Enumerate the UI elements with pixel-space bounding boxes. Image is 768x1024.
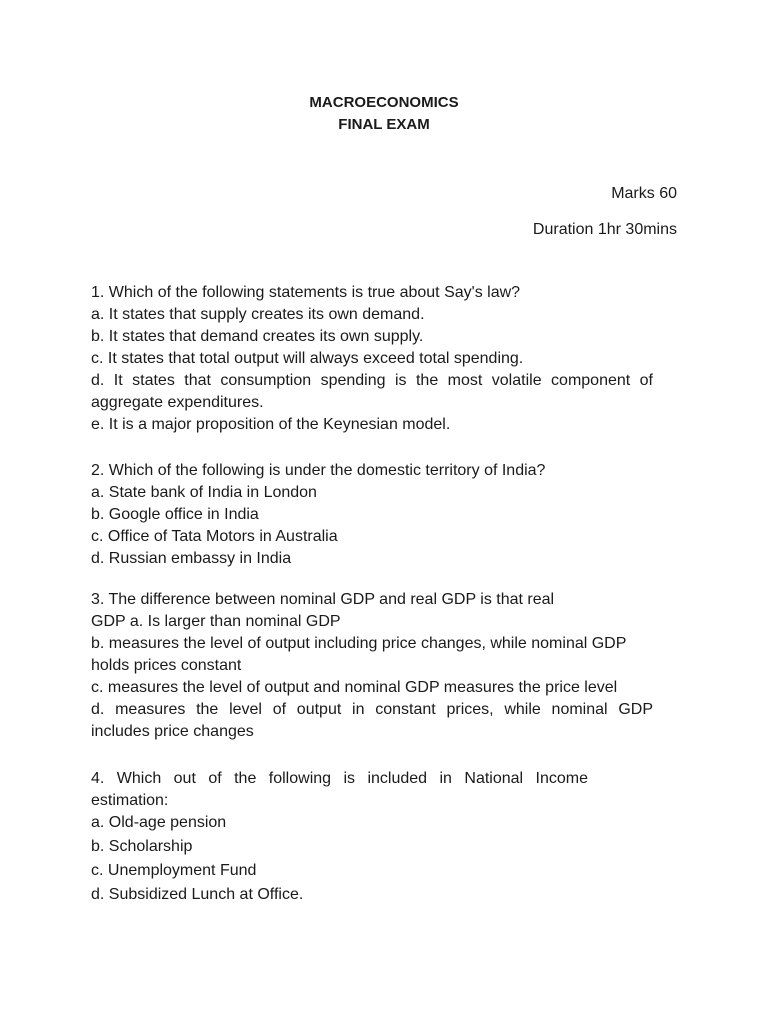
question-1-option-b: b. It states that demand creates its own supply. [91, 328, 424, 345]
question-4-option-b: b. Scholarship [91, 838, 193, 855]
question-3-option-a: GDP a. Is larger than nominal GDP [91, 613, 341, 630]
question-3-option-d-cont: includes price changes [91, 723, 254, 740]
exam-subtitle: FINAL EXAM [338, 116, 430, 133]
question-1-option-c: c. It states that total output will always exceed total spending. [91, 350, 524, 367]
exam-title: MACROECONOMICS [309, 94, 459, 111]
question-3-option-d: d. measures the level of output in constant prices, while nominal GDP [91, 701, 653, 718]
question-1-option-d-cont: aggregate expenditures. [91, 394, 264, 411]
question-3 [91, 589, 653, 743]
question-1 [91, 282, 653, 436]
duration-text: Duration 1hr 30mins [532, 221, 677, 238]
question-4 [91, 768, 653, 906]
question-1-stem: 1. Which of the following statements is true about Say's law? [91, 284, 521, 301]
question-2 [91, 460, 653, 570]
question-1-option-d: d. It states that consumption spending is the most volatile component of [91, 372, 653, 389]
question-3-option-b-cont: holds prices constant [91, 657, 242, 674]
question-2-option-b: b. Google office in India [91, 506, 259, 523]
question-4-option-a: a. Old-age pension [91, 814, 227, 831]
question-4-stem-cont: estimation: [91, 792, 169, 809]
question-3-stem: 3. The difference between nominal GDP and real GDP is that real [91, 591, 555, 608]
question-4-stem: 4. Which out of the following is included in National Income [91, 770, 588, 787]
question-2-option-c: c. Office of Tata Motors in Australia [91, 528, 338, 545]
question-2-option-d: d. Russian embassy in India [91, 550, 292, 567]
question-3-option-b: b. measures the level of output including price changes, while nominal GDP [91, 635, 627, 652]
question-4-option-d: d. Subsidized Lunch at Office. [91, 886, 304, 903]
question-3-option-c: c. measures the level of output and nominal GDP measures the price level [91, 679, 618, 696]
question-1-option-e: e. It is a major proposition of the Keynesian model. [91, 416, 451, 433]
marks-text: Marks 60 [611, 185, 677, 202]
question-4-option-c: c. Unemployment Fund [91, 862, 257, 879]
question-2-stem: 2. Which of the following is under the domestic territory of India? [91, 462, 546, 479]
question-1-option-a: a. It states that supply creates its own demand. [91, 306, 425, 323]
question-2-option-a: a. State bank of India in London [91, 484, 317, 501]
